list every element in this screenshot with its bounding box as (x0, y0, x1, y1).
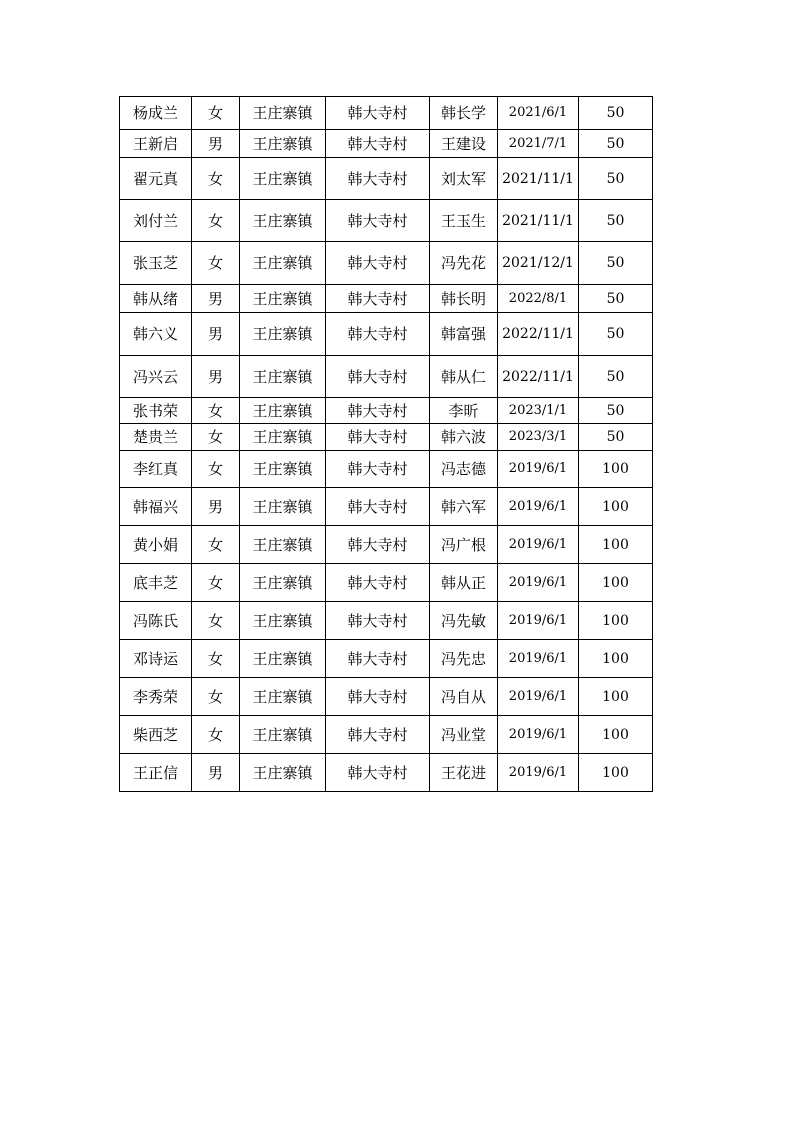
table-row (120, 356, 653, 398)
cell-town: 王庄寨镇 (240, 200, 326, 242)
cell-contact: 韩六波 (430, 424, 498, 451)
cell-name: 李秀荣 (120, 678, 192, 716)
cell-name: 韩六义 (120, 313, 192, 356)
cell-gender: 女 (192, 716, 240, 754)
cell-town: 王庄寨镇 (240, 716, 326, 754)
cell-date: 2019/6/1 (498, 488, 579, 526)
cell-town: 王庄寨镇 (240, 97, 326, 130)
cell-gender: 男 (192, 285, 240, 313)
cell-gender: 女 (192, 640, 240, 678)
cell-amount: 100 (579, 640, 653, 678)
cell-village: 韩大寺村 (326, 285, 430, 313)
cell-contact: 韩六军 (430, 488, 498, 526)
cell-name: 韩从绪 (120, 285, 192, 313)
cell-date: 2022/8/1 (498, 285, 579, 313)
table-row (120, 398, 653, 424)
table-row (120, 602, 653, 640)
cell-gender: 女 (192, 158, 240, 200)
records-table-body (120, 97, 653, 792)
table-row (120, 564, 653, 602)
cell-contact: 韩富强 (430, 313, 498, 356)
cell-date: 2023/1/1 (498, 398, 579, 424)
table-row (120, 754, 653, 792)
cell-contact: 冯先花 (430, 242, 498, 285)
cell-gender: 女 (192, 424, 240, 451)
cell-village: 韩大寺村 (326, 716, 430, 754)
cell-date: 2019/6/1 (498, 451, 579, 488)
cell-date: 2019/6/1 (498, 754, 579, 792)
cell-amount: 50 (579, 398, 653, 424)
cell-amount: 50 (579, 313, 653, 356)
table-row (120, 451, 653, 488)
cell-amount: 50 (579, 356, 653, 398)
cell-date: 2022/11/1 (498, 313, 579, 356)
cell-name: 杨成兰 (120, 97, 192, 130)
cell-village: 韩大寺村 (326, 97, 430, 130)
table-row (120, 526, 653, 564)
cell-gender: 女 (192, 526, 240, 564)
cell-name: 黄小娟 (120, 526, 192, 564)
cell-contact: 韩长学 (430, 97, 498, 130)
table-row (120, 716, 653, 754)
cell-contact: 韩从仁 (430, 356, 498, 398)
cell-amount: 100 (579, 716, 653, 754)
cell-village: 韩大寺村 (326, 200, 430, 242)
records-table (119, 96, 653, 792)
cell-name: 韩福兴 (120, 488, 192, 526)
cell-amount: 100 (579, 526, 653, 564)
cell-town: 王庄寨镇 (240, 678, 326, 716)
cell-gender: 女 (192, 602, 240, 640)
cell-date: 2021/12/1 (498, 242, 579, 285)
cell-amount: 50 (579, 285, 653, 313)
cell-name: 柴西芝 (120, 716, 192, 754)
cell-amount: 50 (579, 200, 653, 242)
cell-name: 冯陈氏 (120, 602, 192, 640)
cell-name: 翟元真 (120, 158, 192, 200)
cell-village: 韩大寺村 (326, 526, 430, 564)
table-row (120, 242, 653, 285)
cell-date: 2021/7/1 (498, 130, 579, 158)
cell-amount: 50 (579, 158, 653, 200)
cell-town: 王庄寨镇 (240, 424, 326, 451)
table-row (120, 678, 653, 716)
cell-contact: 冯志德 (430, 451, 498, 488)
cell-town: 王庄寨镇 (240, 313, 326, 356)
cell-contact: 冯广根 (430, 526, 498, 564)
cell-amount: 100 (579, 564, 653, 602)
cell-contact: 韩从正 (430, 564, 498, 602)
cell-village: 韩大寺村 (326, 488, 430, 526)
cell-town: 王庄寨镇 (240, 158, 326, 200)
cell-town: 王庄寨镇 (240, 285, 326, 313)
cell-contact: 刘太军 (430, 158, 498, 200)
cell-contact: 冯先敏 (430, 602, 498, 640)
cell-date: 2019/6/1 (498, 564, 579, 602)
cell-gender: 女 (192, 451, 240, 488)
table-row (120, 130, 653, 158)
cell-village: 韩大寺村 (326, 754, 430, 792)
cell-name: 李红真 (120, 451, 192, 488)
cell-name: 底丰芝 (120, 564, 192, 602)
cell-village: 韩大寺村 (326, 451, 430, 488)
cell-contact: 冯业堂 (430, 716, 498, 754)
cell-town: 王庄寨镇 (240, 398, 326, 424)
cell-village: 韩大寺村 (326, 640, 430, 678)
cell-gender: 男 (192, 356, 240, 398)
cell-date: 2019/6/1 (498, 526, 579, 564)
cell-town: 王庄寨镇 (240, 488, 326, 526)
cell-name: 冯兴云 (120, 356, 192, 398)
cell-gender: 女 (192, 200, 240, 242)
cell-town: 王庄寨镇 (240, 242, 326, 285)
cell-name: 王新启 (120, 130, 192, 158)
cell-town: 王庄寨镇 (240, 602, 326, 640)
cell-contact: 冯自从 (430, 678, 498, 716)
cell-date: 2021/11/1 (498, 158, 579, 200)
cell-town: 王庄寨镇 (240, 451, 326, 488)
cell-contact: 王玉生 (430, 200, 498, 242)
cell-name: 刘付兰 (120, 200, 192, 242)
cell-date: 2019/6/1 (498, 716, 579, 754)
cell-village: 韩大寺村 (326, 398, 430, 424)
cell-amount: 100 (579, 602, 653, 640)
cell-gender: 男 (192, 313, 240, 356)
cell-gender: 男 (192, 754, 240, 792)
cell-village: 韩大寺村 (326, 158, 430, 200)
cell-date: 2019/6/1 (498, 678, 579, 716)
cell-gender: 女 (192, 398, 240, 424)
cell-date: 2021/6/1 (498, 97, 579, 130)
cell-town: 王庄寨镇 (240, 754, 326, 792)
cell-town: 王庄寨镇 (240, 130, 326, 158)
table-row (120, 200, 653, 242)
cell-amount: 50 (579, 97, 653, 130)
cell-village: 韩大寺村 (326, 424, 430, 451)
cell-name: 邓诗运 (120, 640, 192, 678)
cell-amount: 50 (579, 130, 653, 158)
cell-amount: 100 (579, 488, 653, 526)
cell-date: 2022/11/1 (498, 356, 579, 398)
cell-date: 2021/11/1 (498, 200, 579, 242)
cell-contact: 李昕 (430, 398, 498, 424)
cell-gender: 女 (192, 564, 240, 602)
cell-gender: 女 (192, 242, 240, 285)
cell-town: 王庄寨镇 (240, 526, 326, 564)
cell-contact: 韩长明 (430, 285, 498, 313)
cell-amount: 50 (579, 242, 653, 285)
cell-name: 王正信 (120, 754, 192, 792)
cell-gender: 女 (192, 678, 240, 716)
table-row (120, 424, 653, 451)
cell-gender: 男 (192, 130, 240, 158)
cell-name: 张书荣 (120, 398, 192, 424)
table-row (120, 158, 653, 200)
cell-village: 韩大寺村 (326, 130, 430, 158)
cell-amount: 100 (579, 754, 653, 792)
table-row (120, 313, 653, 356)
cell-town: 王庄寨镇 (240, 356, 326, 398)
cell-name: 张玉芝 (120, 242, 192, 285)
cell-village: 韩大寺村 (326, 356, 430, 398)
cell-name: 楚贵兰 (120, 424, 192, 451)
cell-amount: 100 (579, 678, 653, 716)
cell-gender: 女 (192, 97, 240, 130)
cell-contact: 王建设 (430, 130, 498, 158)
cell-contact: 冯先忠 (430, 640, 498, 678)
cell-amount: 50 (579, 424, 653, 451)
cell-village: 韩大寺村 (326, 678, 430, 716)
cell-village: 韩大寺村 (326, 602, 430, 640)
cell-town: 王庄寨镇 (240, 564, 326, 602)
cell-gender: 男 (192, 488, 240, 526)
cell-date: 2019/6/1 (498, 640, 579, 678)
cell-contact: 王花进 (430, 754, 498, 792)
cell-village: 韩大寺村 (326, 313, 430, 356)
cell-amount: 100 (579, 451, 653, 488)
table-row (120, 97, 653, 130)
cell-date: 2019/6/1 (498, 602, 579, 640)
cell-village: 韩大寺村 (326, 564, 430, 602)
cell-town: 王庄寨镇 (240, 640, 326, 678)
table-row (120, 285, 653, 313)
cell-village: 韩大寺村 (326, 242, 430, 285)
table-row (120, 488, 653, 526)
cell-date: 2023/3/1 (498, 424, 579, 451)
table-row (120, 640, 653, 678)
